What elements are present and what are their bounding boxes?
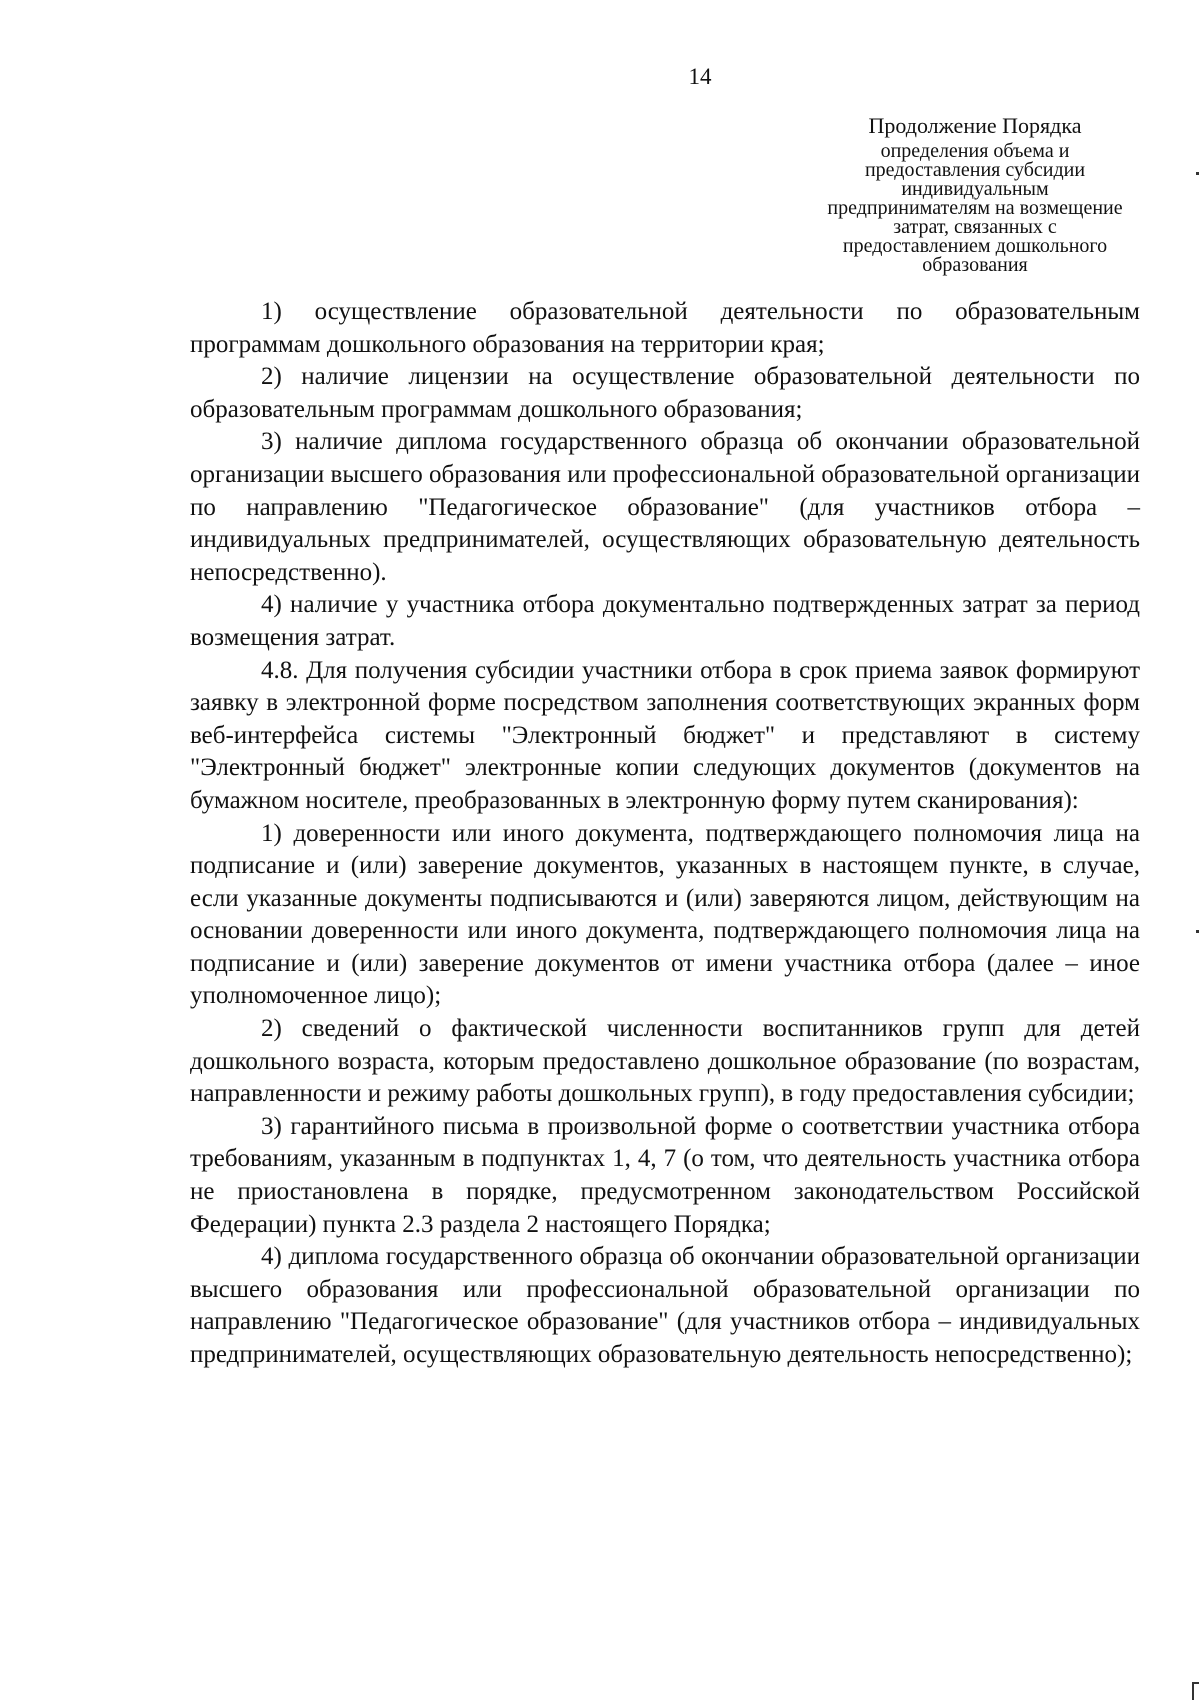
paragraph-requirement-4: 4) наличие у участника отбора документально подтвержденных затрат за период возмещения затрат. — [190, 591, 1140, 651]
paragraph-requirement-1: 1) осуществление образовательной деятельности по образовательным программам дошкольного образования на территории края; — [190, 298, 1140, 358]
header-line: предоставлением дошкольного — [842, 235, 1108, 257]
header-line: образования — [922, 254, 1028, 276]
paragraph-document-1: 1) доверенности или иного документа, подтверждающего полномочия лица на подписание и (или) заверение документов, указанных в настоящем пункте, в случае, если указанные документы подписываются и (или) заверяются лицом, действующим на основании доверенности или иного документа, подтверждающего полномочия лица на подписание и (или) заверение документов от имени участника отбора (далее – иное уполномоченное лицо); — [190, 819, 1140, 1010]
document-body — [190, 296, 1140, 1372]
paragraph-document-2: 2) сведений о фактической численности воспитанников групп для детей дошкольного возраста, которым предоставлено дошкольное образование (по возрастам, направленности и режиму работы дошкольных групп), в году предоставления субсидии; — [190, 1015, 1140, 1108]
paragraph-requirement-3: 3) наличие диплома государственного образца об окончании образовательной организации высшего образования или профессиональной образовательной организации по направлению "Педагогическое образование" (для участников отбора – индивидуальных предпринимателей, осуществляющих образовательную деятельность непосредственно). — [190, 428, 1140, 586]
page-number: 14 — [688, 64, 712, 89]
header-line: определения объема и — [880, 140, 1070, 162]
scan-speck — [1196, 930, 1199, 933]
scan-speck — [1196, 172, 1199, 175]
paragraph-requirement-2: 2) наличие лицензии на осуществление образовательной деятельности по образовательным программам дошкольного образования; — [190, 363, 1140, 423]
paragraph-document-3: 3) гарантийного письма в произвольной форме о соответствии участника отбора требованиям, указанным в подпунктах 1, 4, 7 (о том, что деятельность участника отбора не приостановлена в порядке, предусмотренном законодательством Российской Федерации) пункта 2.3 раздела 2 настоящего Порядка; — [190, 1112, 1140, 1238]
header-line: предпринимателям на возмещение — [827, 197, 1123, 219]
continuation-header — [745, 112, 1200, 275]
header-line: Продолжение Порядка — [868, 113, 1082, 138]
paragraph-clause-4-8: 4.8. Для получения субсидии участники отбора в срок приема заявок формируют заявку в электронной форме посредством заполнения соответствующих экранных форм веб-интерфейса системы "Электронный бюджет" и представляют в систему "Электронный бюджет" электронные копии следующих документов (документов на бумажном носителе, преобразованных в электронную форму путем сканирования): — [190, 656, 1140, 814]
header-line: затрат, связанных с — [893, 216, 1057, 238]
header-line: предоставления субсидии — [864, 159, 1086, 181]
scan-corner-mark — [1192, 1682, 1194, 1700]
header-line: индивидуальным — [901, 178, 1049, 200]
paragraph-document-4: 4) диплома государственного образца об окончании образовательной организации высшего образования или профессиональной образовательной организации по направлению "Педагогическое образование" (для участников отбора – индивидуальных предпринимателей, осуществляющих образовательную деятельность непосредственно); — [190, 1243, 1140, 1368]
scan-corner-mark — [1192, 1682, 1199, 1684]
